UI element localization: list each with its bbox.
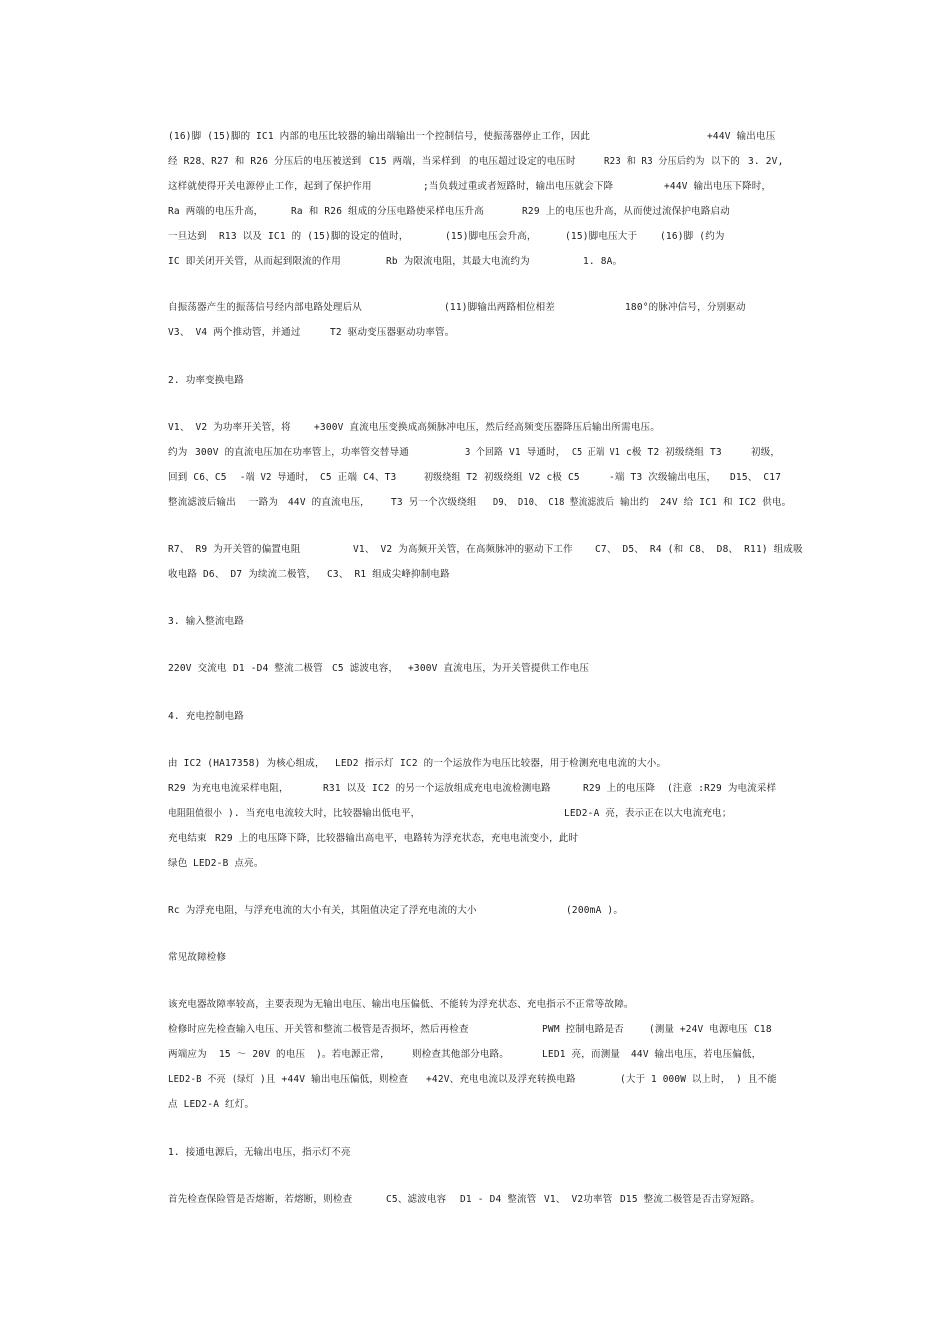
text-span: )。若电源正常， <box>316 1049 390 1060</box>
text-span: (200mA )。 <box>566 905 624 916</box>
text-span: 1 000W 以上时， <box>651 1074 731 1085</box>
text-span: 电阻阻值很小 <box>168 808 223 819</box>
text-span: C15 两端，当采样到 <box>369 156 461 167</box>
text-span: T3 另一个次级绕组 <box>391 497 477 508</box>
text-span: +300V 直流电压变换成高频脉冲电压，然后经高频变压器降压后输出所需电压。 <box>314 422 660 433</box>
text-span: IC1 的 (15)脚的设定的值时， <box>268 231 409 242</box>
text-line <box>0 756 950 772</box>
text-span: (11)脚输出两路相位相差 <box>444 302 555 313</box>
section-heading <box>0 373 950 389</box>
text-span: V3、 V4 两个推动管，并通过 <box>168 327 301 338</box>
text-span: 4. 充电控制电路 <box>168 711 244 722</box>
text-span: 则检查其他部分电路。 <box>412 1049 510 1060</box>
text-span: C7、 D5、 R4 (和 C8、 D8、 R11) 组成吸 <box>595 544 803 555</box>
text-line <box>0 254 950 270</box>
text-span: 初级绕组 T2 <box>424 472 478 483</box>
text-line <box>0 300 950 316</box>
text-span: (测量 +24V 电源电压 <box>649 1024 748 1035</box>
text-span: V1、 V2 为高频开关管，在高频脉冲的驱动下工作 <box>353 544 573 555</box>
text-span: +44V 输出电压下降时， <box>664 181 772 192</box>
text-span: C5 滤波电容， <box>332 663 399 674</box>
text-span: 输出约 <box>620 497 650 508</box>
text-span: -端 V2 导通时， <box>240 472 315 483</box>
text-span: IC1 内部的电压比较器的输出端输出一个控制信号，使振荡器停止工作，因此 <box>256 131 591 142</box>
text-span: 这样就使得开关电源停止工作，起到了保护作用 <box>168 181 372 192</box>
text-span: 24V 给 IC1 和 IC2 供电。 <box>660 497 792 508</box>
text-span: -端 T3 次级输出电压， <box>609 472 717 483</box>
text-span: Rc 为浮充电阻，与浮充电流的大小有关，其阻值决定了浮充电流的大小 <box>168 905 477 916</box>
text-span: (大于 <box>620 1074 646 1085</box>
text-line <box>0 1097 950 1113</box>
text-span: 15 ～ 20V 的电压 <box>219 1049 306 1060</box>
text-span: R13 以及 <box>219 231 263 242</box>
text-span: R29 上的电压降下降，比较器输出高电平，电路转为浮充状态，充电电流变小，此时 <box>215 833 579 844</box>
text-line <box>0 179 950 195</box>
text-span: Ra 两端的电压升高， <box>168 206 264 217</box>
text-span: 3 个回路 <box>465 447 503 458</box>
text-span: R31 以及 <box>323 783 367 794</box>
text-line <box>0 495 950 511</box>
text-span: IC 即关闭开关管，从而起到限流的作用 <box>168 256 341 267</box>
text-span: 3. 输入整流电路 <box>168 616 244 627</box>
text-line <box>0 997 950 1013</box>
section-heading <box>0 950 950 966</box>
text-span: C5 正端 V1 <box>572 447 620 458</box>
text-line <box>0 325 950 341</box>
text-line <box>0 831 950 847</box>
text-span: +44V 输出电压 <box>707 131 776 142</box>
text-span: 初级， <box>751 447 781 458</box>
text-span: ) 且不能 <box>736 1074 777 1085</box>
text-span: 180°的脉冲信号，分别驱动 <box>625 302 746 313</box>
text-span: LED1 亮，而测量 <box>542 1049 621 1060</box>
text-span: 绿色 <box>168 858 188 869</box>
text-span: C18 <box>754 1024 772 1035</box>
text-span: +42V、充电电流以及浮充转换电路 <box>426 1074 576 1085</box>
text-span: D1 -D4 整流二极管 <box>233 663 323 674</box>
text-line <box>0 1072 950 1088</box>
text-span: c极 T2 初级绕组 T3 <box>626 447 722 458</box>
section-heading <box>0 1145 950 1161</box>
text-line <box>0 229 950 245</box>
text-span: R29 上的电压降 <box>583 783 656 794</box>
section-heading <box>0 614 950 630</box>
text-span: LED2-A 亮，表示正在以大电流充电； <box>564 808 732 819</box>
text-span: Ra 和 R26 组成的分压电路使采样电压升高 <box>291 206 484 217</box>
text-span: (绿灯 <box>232 1074 255 1085</box>
text-span: (注意 :R29 为电流采样 <box>667 783 777 794</box>
text-line <box>0 567 950 583</box>
text-span: 经 R28、R27 和 R26 分压后的电压被送到 <box>168 156 362 167</box>
text-line <box>0 1047 950 1063</box>
text-line <box>0 420 950 436</box>
text-span: D15、 C17 <box>730 472 782 483</box>
text-span: )且 +44V 输出电压偏低，则检查 <box>260 1074 409 1085</box>
text-span: 一旦达到 <box>168 231 207 242</box>
text-span: 的电压超过设定的电压时 <box>469 156 576 167</box>
text-span: 44V 的直流电压， <box>288 497 370 508</box>
text-line <box>0 1192 950 1208</box>
text-span: 1. 8A。 <box>583 256 623 267</box>
text-span: 两端应为 <box>168 1049 207 1060</box>
text-span: ;当负载过重或者短路时，输出电压就会下降 <box>423 181 614 192</box>
text-span: V1、 V2功率管 <box>544 1194 613 1205</box>
text-span: C5 正端 C4、T3 <box>320 472 397 483</box>
text-span: 2. 功率变换电路 <box>168 375 244 386</box>
text-line <box>0 470 950 486</box>
text-span: C5、滤波电容 <box>386 1194 447 1205</box>
text-span: 充电结束 <box>168 833 207 844</box>
text-span: 自振荡器产生的振荡信号经内部电路处理后从 <box>168 302 363 313</box>
text-span: R29 上的电压也升高，从而使过流保护电路启动 <box>522 206 730 217</box>
text-span: 300V 的直流电压加在功率管上，功率管交替导通 <box>195 447 409 458</box>
text-span: 以下的 <box>711 156 741 167</box>
text-span: LED2-B 点亮。 <box>193 858 264 869</box>
text-line <box>0 1022 950 1038</box>
text-line <box>0 129 950 145</box>
text-span: D1 - D4 整流管 <box>460 1194 537 1205</box>
text-span: D9、 D10、 C18 整流滤波后 <box>493 497 615 508</box>
text-span: 收电路 <box>168 569 198 580</box>
text-span: Rb 为限流电阻，其最大电流约为 <box>386 256 530 267</box>
text-span: D6、 D7 为续流二极管， <box>203 569 317 580</box>
text-span: IC2 的另一个运放组成充电电流检测电路 <box>372 783 551 794</box>
text-span: 3. 2V, <box>748 156 784 167</box>
text-span: LED2 指示灯 <box>335 758 394 769</box>
text-line <box>0 903 950 919</box>
text-span: 1. 接通电源后，无输出电压，指示灯不亮 <box>168 1147 351 1158</box>
text-span: IC2 的一个运放作为电压比较器，用于检测充电电流的大小。 <box>400 758 667 769</box>
text-span: 整流滤波后输出 <box>168 497 236 508</box>
text-span: 点 LED2-A 红灯。 <box>168 1099 255 1110</box>
text-span: 初级绕组 V2 c极 C5 <box>484 472 580 483</box>
text-span: 该充电器故障率较高，主要表现为无输出电压、输出电压偏低、不能转为浮充状态、充电指示不正常等故障。 <box>168 999 634 1010</box>
text-span: D15 整流二极管是否击穿短路。 <box>620 1194 761 1205</box>
text-line <box>0 661 950 677</box>
text-line <box>0 781 950 797</box>
text-line <box>0 542 950 558</box>
text-line <box>0 445 950 461</box>
text-line <box>0 856 950 872</box>
text-span: (15)脚电压会升高， <box>445 231 537 242</box>
text-span: V1、 V2 为功率开关管，将 <box>168 422 291 433</box>
section-heading <box>0 709 950 725</box>
text-span: 检修时应先检查输入电压、开关管和整流二极管是否损坏，然后再检查 <box>168 1024 469 1035</box>
text-span: 常见故障检修 <box>168 952 227 963</box>
text-span: 约为 <box>168 447 188 458</box>
text-line <box>0 154 950 170</box>
text-span: LED2-B 不亮 <box>168 1074 226 1085</box>
text-line <box>0 806 950 822</box>
text-span: +300V 直流电压，为开关管提供工作电压 <box>408 663 590 674</box>
text-span: C3、 R1 组成尖峰抑制电路 <box>327 569 450 580</box>
text-span: PWM 控制电路是否 <box>542 1024 624 1035</box>
text-span: 由 IC2 (HA17358) 为核心组成， <box>168 758 325 769</box>
text-span: (15)脚电压大于 <box>565 231 638 242</box>
text-span: V1 导通时， <box>509 447 566 458</box>
text-span: R23 和 R3 分压后约为 <box>604 156 705 167</box>
text-span: ). 当充电电流较大时，比较器输出低电平， <box>228 808 421 819</box>
text-span: 44V 输出电压，若电压偏低， <box>631 1049 762 1060</box>
text-span: 回到 C6、C5 <box>168 472 227 483</box>
text-line <box>0 204 950 220</box>
text-span: 220V 交流电 <box>168 663 227 674</box>
text-span: (16)脚 (约为 <box>660 231 725 242</box>
text-span: T2 驱动变压器驱动功率管。 <box>330 327 455 338</box>
text-span: 一路为 <box>249 497 279 508</box>
text-span: R7、 R9 为开关管的偏置电阻 <box>168 544 301 555</box>
text-span: R29 为充电电流采样电阻， <box>168 783 289 794</box>
text-span: (16)脚 (15)脚的 <box>168 131 251 142</box>
text-span: 首先检查保险管是否熔断，若熔断，则检查 <box>168 1194 353 1205</box>
